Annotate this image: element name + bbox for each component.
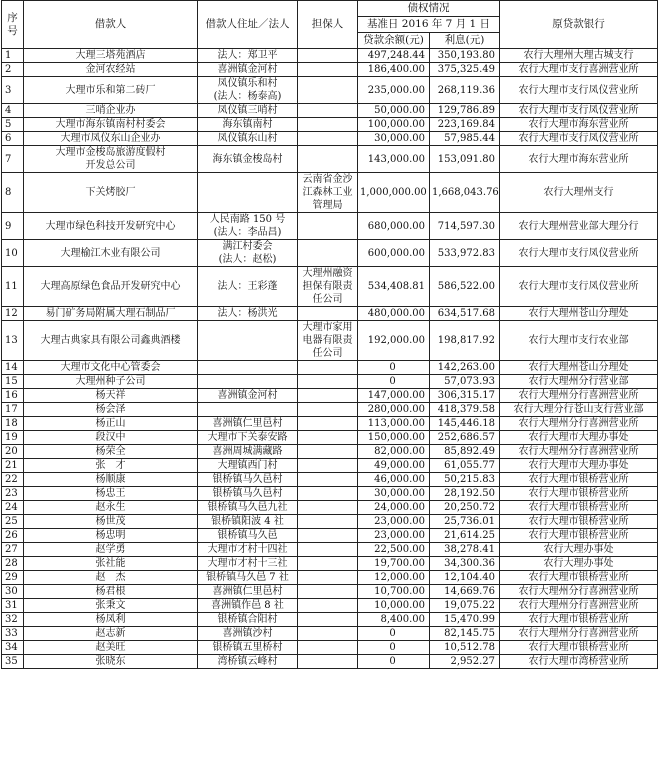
cell-guarantor [298, 77, 358, 104]
cell-balance: 50,000.00 [358, 104, 430, 118]
cell-interest: 1,668,043.76 [430, 173, 500, 213]
cell-guarantor [298, 118, 358, 132]
cell-guarantor [298, 389, 358, 403]
cell-address: 凤仪镇三哨村 [198, 104, 298, 118]
cell-balance: 0 [358, 655, 430, 669]
cell-address [198, 361, 298, 375]
cell-bank: 农行大理市银桥营业所 [500, 641, 658, 655]
cell-guarantor [298, 375, 358, 389]
header-interest: 利息(元) [430, 33, 500, 49]
cell-borrower: 杨君根 [24, 585, 198, 599]
cell-no: 1 [2, 49, 24, 63]
cell-balance: 0 [358, 361, 430, 375]
cell-interest: 350,193.80 [430, 49, 500, 63]
cell-guarantor [298, 417, 358, 431]
cell-bank: 农行大理市支行凤仪营业所 [500, 104, 658, 118]
cell-borrower: 赵永生 [24, 501, 198, 515]
cell-interest: 145,446.18 [430, 417, 500, 431]
table-row [2, 515, 658, 529]
header-base-date: 基准日 2016 年 7 月 1 日 [358, 17, 500, 33]
cell-interest: 12,104.40 [430, 571, 500, 585]
cell-bank: 农行大理州分行喜洲营业所 [500, 445, 658, 459]
cell-borrower: 赵美旺 [24, 641, 198, 655]
cell-balance: 46,000.00 [358, 473, 430, 487]
cell-balance: 82,000.00 [358, 445, 430, 459]
cell-balance: 497,248.44 [358, 49, 430, 63]
cell-guarantor [298, 104, 358, 118]
cell-bank: 农行大理州分行喜洲营业所 [500, 389, 658, 403]
cell-address: 喜洲镇沙村 [198, 627, 298, 641]
cell-address: 大理市才村十四社 [198, 543, 298, 557]
header-debt: 债权情况 [358, 1, 500, 17]
cell-no: 5 [2, 118, 24, 132]
table-row [2, 173, 658, 213]
cell-guarantor [298, 361, 358, 375]
table-row [2, 529, 658, 543]
cell-bank: 农行大理州分行喜洲营业所 [500, 417, 658, 431]
cell-guarantor [298, 146, 358, 173]
cell-borrower: 下关烤胶厂 [24, 173, 198, 213]
cell-address [198, 375, 298, 389]
cell-guarantor [298, 641, 358, 655]
table-row [2, 613, 658, 627]
cell-interest: 14,669.76 [430, 585, 500, 599]
cell-address: 海东镇金梭岛村 [198, 146, 298, 173]
cell-no: 8 [2, 173, 24, 213]
cell-balance: 150,000.00 [358, 431, 430, 445]
table-row [2, 240, 658, 267]
table-row [2, 49, 658, 63]
cell-borrower: 张秉文 [24, 599, 198, 613]
cell-address: 银桥镇合阳村 [198, 613, 298, 627]
table-row [2, 459, 658, 473]
cell-address: 大理市才村十三社 [198, 557, 298, 571]
cell-interest: 223,169.84 [430, 118, 500, 132]
cell-interest: 306,315.17 [430, 389, 500, 403]
cell-interest: 85,892.49 [430, 445, 500, 459]
table-row [2, 118, 658, 132]
cell-guarantor [298, 585, 358, 599]
cell-no: 3 [2, 77, 24, 104]
cell-bank: 农行大理市海东营业所 [500, 146, 658, 173]
cell-guarantor [298, 571, 358, 585]
cell-balance: 113,000.00 [358, 417, 430, 431]
cell-borrower: 张 才 [24, 459, 198, 473]
cell-address: 人民南路 150 号 (法人：李品昌) [198, 213, 298, 240]
cell-borrower: 大理市海东镇南村村委会 [24, 118, 198, 132]
cell-guarantor: 云南省金沙 江森林工业 管理局 [298, 173, 358, 213]
cell-guarantor [298, 599, 358, 613]
cell-guarantor [298, 515, 358, 529]
cell-bank: 农行大理市湾桥营业所 [500, 655, 658, 669]
cell-bank: 农行大理市支行凤仪营业所 [500, 240, 658, 267]
cell-balance: 600,000.00 [358, 240, 430, 267]
cell-no: 2 [2, 63, 24, 77]
cell-bank: 农行大理州支行 [500, 173, 658, 213]
cell-borrower: 赵志新 [24, 627, 198, 641]
cell-interest: 57,073.93 [430, 375, 500, 389]
cell-bank: 农行大理市银桥营业所 [500, 529, 658, 543]
table-row [2, 571, 658, 585]
cell-balance: 19,700.00 [358, 557, 430, 571]
cell-balance: 10,700.00 [358, 585, 430, 599]
cell-borrower: 大理市乐和第二砖厂 [24, 77, 198, 104]
cell-address: 喜洲镇金河村 [198, 389, 298, 403]
header-no: 序号 [2, 1, 24, 49]
table-row [2, 77, 658, 104]
table-row [2, 543, 658, 557]
table-row [2, 417, 658, 431]
table-body [2, 49, 658, 669]
cell-address: 法人：杨洪光 [198, 307, 298, 321]
cell-bank: 农行大理市支行凤仪营业所 [500, 267, 658, 307]
cell-borrower: 赵学勇 [24, 543, 198, 557]
cell-borrower: 杨世茂 [24, 515, 198, 529]
cell-interest: 34,300.36 [430, 557, 500, 571]
cell-address: 法人：郑卫平 [198, 49, 298, 63]
cell-borrower: 杨荣全 [24, 445, 198, 459]
cell-no: 13 [2, 321, 24, 361]
cell-guarantor: 大理州融资 担保有限责 任公司 [298, 267, 358, 307]
cell-no: 16 [2, 389, 24, 403]
cell-interest: 533,972.83 [430, 240, 500, 267]
cell-bank: 农行大理州营业部大理分行 [500, 213, 658, 240]
table-row [2, 267, 658, 307]
cell-borrower: 张社能 [24, 557, 198, 571]
cell-interest: 2,952.27 [430, 655, 500, 669]
cell-bank: 农行大理州分行喜洲营业所 [500, 627, 658, 641]
cell-balance: 1,000,000.00 [358, 173, 430, 213]
cell-no: 27 [2, 543, 24, 557]
cell-no: 23 [2, 487, 24, 501]
cell-balance: 23,000.00 [358, 515, 430, 529]
cell-bank: 农行大理市银桥营业所 [500, 515, 658, 529]
cell-interest: 634,517.68 [430, 307, 500, 321]
cell-guarantor [298, 459, 358, 473]
cell-balance: 8,400.00 [358, 613, 430, 627]
cell-bank: 农行大理市支行喜洲营业所 [500, 63, 658, 77]
table-row [2, 213, 658, 240]
cell-borrower: 大理市文化中心管委会 [24, 361, 198, 375]
cell-balance: 30,000.00 [358, 487, 430, 501]
cell-balance: 186,400.00 [358, 63, 430, 77]
cell-no: 10 [2, 240, 24, 267]
cell-bank: 农行大理州大理古城支行 [500, 49, 658, 63]
cell-no: 31 [2, 599, 24, 613]
cell-no: 29 [2, 571, 24, 585]
cell-balance: 30,000.00 [358, 132, 430, 146]
cell-balance: 10,000.00 [358, 599, 430, 613]
cell-balance: 22,500.00 [358, 543, 430, 557]
cell-borrower: 大理市凤仪东山企业办 [24, 132, 198, 146]
cell-balance: 23,000.00 [358, 529, 430, 543]
table-row [2, 627, 658, 641]
cell-bank: 农行大理州分行营业部 [500, 375, 658, 389]
cell-borrower: 大理市金梭岛旅游度假村 开发总公司 [24, 146, 198, 173]
cell-no: 25 [2, 515, 24, 529]
table-row [2, 501, 658, 515]
cell-interest: 57,985.44 [430, 132, 500, 146]
cell-address: 喜洲镇仁里邑村 [198, 585, 298, 599]
cell-address [198, 321, 298, 361]
cell-address: 银桥镇马久邑 7 社 [198, 571, 298, 585]
cell-no: 7 [2, 146, 24, 173]
cell-guarantor [298, 403, 358, 417]
cell-balance: 534,408.81 [358, 267, 430, 307]
table-row [2, 557, 658, 571]
cell-address: 大理镇西门村 [198, 459, 298, 473]
cell-address: 喜洲镇作邑 8 社 [198, 599, 298, 613]
cell-bank: 农行大理市支行凤仪营业所 [500, 77, 658, 104]
cell-borrower: 杨会泽 [24, 403, 198, 417]
cell-borrower: 易门矿务局附属大理石制品厂 [24, 307, 198, 321]
cell-borrower: 杨天祥 [24, 389, 198, 403]
cell-no: 19 [2, 431, 24, 445]
cell-address: 银桥镇马久邑 [198, 529, 298, 543]
cell-no: 28 [2, 557, 24, 571]
cell-interest: 252,686.57 [430, 431, 500, 445]
cell-interest: 25,736.01 [430, 515, 500, 529]
cell-guarantor [298, 240, 358, 267]
cell-borrower: 大理州种子公司 [24, 375, 198, 389]
cell-balance: 12,000.00 [358, 571, 430, 585]
cell-bank: 农行大理市支行凤仪营业所 [500, 132, 658, 146]
cell-no: 4 [2, 104, 24, 118]
cell-interest: 38,278.41 [430, 543, 500, 557]
cell-guarantor: 大理市家用 电器有限责 任公司 [298, 321, 358, 361]
cell-borrower: 赵 杰 [24, 571, 198, 585]
cell-interest: 375,325.49 [430, 63, 500, 77]
cell-address: 喜洲镇金河村 [198, 63, 298, 77]
cell-borrower: 大理榆江木业有限公司 [24, 240, 198, 267]
cell-interest: 15,470.99 [430, 613, 500, 627]
cell-borrower: 大理三塔苑酒店 [24, 49, 198, 63]
table-row [2, 445, 658, 459]
cell-balance: 49,000.00 [358, 459, 430, 473]
table-row [2, 585, 658, 599]
cell-bank: 农行大理市银桥营业所 [500, 613, 658, 627]
cell-bank: 农行大理州分行喜洲营业所 [500, 585, 658, 599]
cell-borrower: 金河农经站 [24, 63, 198, 77]
cell-borrower: 杨正山 [24, 417, 198, 431]
cell-no: 22 [2, 473, 24, 487]
cell-no: 26 [2, 529, 24, 543]
cell-bank: 农行大理市大理办事处 [500, 431, 658, 445]
cell-guarantor [298, 63, 358, 77]
cell-address: 银桥镇马久邑九社 [198, 501, 298, 515]
cell-interest: 10,512.78 [430, 641, 500, 655]
cell-interest: 586,522.00 [430, 267, 500, 307]
table-row [2, 132, 658, 146]
cell-bank: 农行大理市支行农业部 [500, 321, 658, 361]
cell-address: 凤仪镇乐和村 (法人：杨泰高) [198, 77, 298, 104]
cell-no: 20 [2, 445, 24, 459]
cell-interest: 20,250.72 [430, 501, 500, 515]
cell-bank: 农行大理办事处 [500, 557, 658, 571]
cell-no: 12 [2, 307, 24, 321]
cell-bank: 农行大理州分行喜洲营业所 [500, 599, 658, 613]
cell-balance: 24,000.00 [358, 501, 430, 515]
cell-address: 海东镇南村 [198, 118, 298, 132]
cell-bank: 农行大理办事处 [500, 543, 658, 557]
table-row [2, 655, 658, 669]
cell-balance: 235,000.00 [358, 77, 430, 104]
cell-balance: 192,000.00 [358, 321, 430, 361]
table-row [2, 487, 658, 501]
table-row [2, 389, 658, 403]
cell-interest: 61,055.77 [430, 459, 500, 473]
cell-address [198, 403, 298, 417]
cell-borrower: 三哨企业办 [24, 104, 198, 118]
cell-guarantor [298, 655, 358, 669]
cell-borrower: 杨顺康 [24, 473, 198, 487]
cell-borrower: 段汉中 [24, 431, 198, 445]
cell-interest: 21,614.25 [430, 529, 500, 543]
header-guarantor: 担保人 [298, 1, 358, 49]
header-bank: 原贷款银行 [500, 1, 658, 49]
cell-address: 喜洲镇仁里邑村 [198, 417, 298, 431]
cell-interest: 129,786.89 [430, 104, 500, 118]
cell-address [198, 173, 298, 213]
cell-address: 银桥镇五里桥村 [198, 641, 298, 655]
cell-balance: 100,000.00 [358, 118, 430, 132]
cell-address: 湾桥镇云峰村 [198, 655, 298, 669]
cell-address: 法人：王彩蓬 [198, 267, 298, 307]
cell-guarantor [298, 445, 358, 459]
cell-bank: 农行大理州苍山分理处 [500, 361, 658, 375]
cell-no: 15 [2, 375, 24, 389]
cell-balance: 680,000.00 [358, 213, 430, 240]
header-address: 借款人住址／法人 [198, 1, 298, 49]
table-row [2, 63, 658, 77]
cell-borrower: 大理古典家具有限公司鑫典酒楼 [24, 321, 198, 361]
cell-borrower: 杨忠王 [24, 487, 198, 501]
cell-guarantor [298, 613, 358, 627]
cell-no: 6 [2, 132, 24, 146]
cell-balance: 280,000.00 [358, 403, 430, 417]
cell-guarantor [298, 473, 358, 487]
table-row [2, 146, 658, 173]
cell-borrower: 杨忠明 [24, 529, 198, 543]
cell-interest: 153,091.80 [430, 146, 500, 173]
cell-no: 11 [2, 267, 24, 307]
cell-address: 满江村委会 (法人：赵松) [198, 240, 298, 267]
cell-address: 凤仪镇东山村 [198, 132, 298, 146]
cell-interest: 198,817.92 [430, 321, 500, 361]
cell-bank: 农行大理市海东营业所 [500, 118, 658, 132]
cell-no: 17 [2, 403, 24, 417]
cell-no: 30 [2, 585, 24, 599]
cell-borrower: 杨凤利 [24, 613, 198, 627]
cell-bank: 农行大理市银桥营业所 [500, 501, 658, 515]
header-borrower: 借款人 [24, 1, 198, 49]
debt-table [1, 0, 658, 669]
cell-no: 14 [2, 361, 24, 375]
cell-guarantor [298, 529, 358, 543]
cell-interest: 50,215.83 [430, 473, 500, 487]
cell-no: 32 [2, 613, 24, 627]
cell-interest: 82,145.75 [430, 627, 500, 641]
cell-bank: 农行大理市大理办事处 [500, 459, 658, 473]
table-row [2, 361, 658, 375]
cell-guarantor [298, 431, 358, 445]
cell-no: 34 [2, 641, 24, 655]
cell-no: 35 [2, 655, 24, 669]
cell-borrower: 大理高原绿色食品开发研究中心 [24, 267, 198, 307]
cell-interest: 28,192.50 [430, 487, 500, 501]
cell-interest: 714,597.30 [430, 213, 500, 240]
cell-balance: 0 [358, 627, 430, 641]
cell-bank: 农行大理市银桥营业所 [500, 487, 658, 501]
cell-bank: 农行大理市银桥营业所 [500, 571, 658, 585]
cell-balance: 0 [358, 375, 430, 389]
cell-bank: 农行大理市银桥营业所 [500, 473, 658, 487]
table-row [2, 641, 658, 655]
cell-address: 银桥镇马久邑村 [198, 473, 298, 487]
cell-guarantor [298, 501, 358, 515]
cell-address: 银桥镇马久邑村 [198, 487, 298, 501]
cell-borrower: 大理市绿色科技开发研究中心 [24, 213, 198, 240]
cell-guarantor [298, 557, 358, 571]
cell-balance: 143,000.00 [358, 146, 430, 173]
cell-guarantor [298, 307, 358, 321]
cell-interest: 142,263.00 [430, 361, 500, 375]
table-row [2, 431, 658, 445]
cell-interest: 19,075.22 [430, 599, 500, 613]
cell-guarantor [298, 627, 358, 641]
cell-interest: 268,119.36 [430, 77, 500, 104]
cell-address: 大理市下关泰安路 [198, 431, 298, 445]
cell-address: 喜洲周城满藏路 [198, 445, 298, 459]
cell-interest: 418,379.58 [430, 403, 500, 417]
cell-balance: 480,000.00 [358, 307, 430, 321]
cell-bank: 农行大理分行苍山支行营业部 [500, 403, 658, 417]
cell-no: 21 [2, 459, 24, 473]
cell-guarantor [298, 213, 358, 240]
cell-address: 银桥镇阳波 4 社 [198, 515, 298, 529]
table-row [2, 403, 658, 417]
cell-bank: 农行大理州苍山分理处 [500, 307, 658, 321]
cell-no: 33 [2, 627, 24, 641]
table-row [2, 473, 658, 487]
cell-no: 24 [2, 501, 24, 515]
table-row [2, 375, 658, 389]
table-row [2, 307, 658, 321]
cell-guarantor [298, 132, 358, 146]
cell-guarantor [298, 543, 358, 557]
cell-balance: 147,000.00 [358, 389, 430, 403]
table-row [2, 599, 658, 613]
table-row [2, 104, 658, 118]
cell-guarantor [298, 49, 358, 63]
cell-borrower: 张晓东 [24, 655, 198, 669]
cell-no: 9 [2, 213, 24, 240]
cell-balance: 0 [358, 641, 430, 655]
header-balance: 贷款余额(元) [358, 33, 430, 49]
table-row [2, 321, 658, 361]
cell-guarantor [298, 487, 358, 501]
cell-no: 18 [2, 417, 24, 431]
